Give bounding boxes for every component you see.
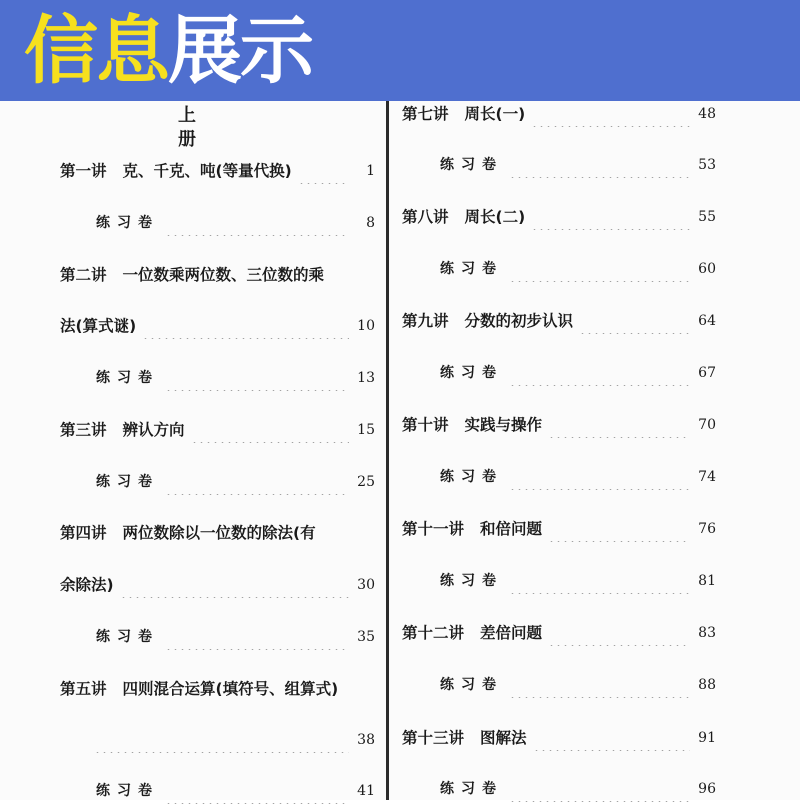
exercise-label: 练习卷 — [440, 677, 503, 693]
page-number: 91 — [698, 730, 716, 746]
toc-entry-exercise[interactable] — [440, 256, 716, 282]
exercise-label: 练习卷 — [440, 261, 503, 277]
page-number: 38 — [357, 732, 375, 748]
leader-dots — [548, 516, 690, 542]
lecture-title-continued: 法(算式谜) — [60, 317, 137, 335]
lecture-number: 第一讲 — [60, 162, 107, 180]
leader-dots — [509, 568, 690, 594]
exercise-label: 练习卷 — [96, 629, 159, 645]
banner-title-highlight: 信息 — [24, 8, 168, 94]
toc-entry-exercise[interactable] — [96, 624, 375, 650]
page-number: 55 — [698, 209, 716, 225]
exercise-label: 练习卷 — [440, 157, 503, 173]
page-number: 8 — [366, 215, 375, 231]
lecture-title: 辨认方向 — [122, 421, 185, 439]
banner-title-rest: 展示 — [168, 8, 312, 94]
banner-title — [24, 9, 312, 93]
leader-dots — [531, 101, 690, 127]
lecture-number: 第五讲 — [60, 680, 107, 698]
exercise-label: 练习卷 — [440, 365, 503, 381]
lecture-title: 差倍问题 — [480, 624, 543, 642]
exercise-label: 练习卷 — [96, 474, 159, 490]
page-number: 81 — [698, 573, 716, 589]
leader-dots — [165, 210, 349, 236]
toc-entry-exercise[interactable] — [96, 469, 375, 495]
page-number: 76 — [698, 521, 716, 537]
lecture-number: 第三讲 — [60, 421, 107, 439]
exercise-label: 练习卷 — [96, 370, 159, 386]
lecture-title: 和倍问题 — [480, 520, 543, 538]
leader-dots — [94, 727, 349, 753]
page-number: 41 — [357, 783, 375, 799]
leader-dots — [165, 624, 349, 650]
lecture-number: 第十三讲 — [402, 729, 465, 747]
volume-title-char-1: 上 — [178, 105, 198, 126]
toc-entry-lecture-3[interactable] — [60, 417, 375, 443]
leader-dots — [142, 313, 349, 339]
toc-entry-lecture-8[interactable] — [402, 204, 716, 230]
banner — [0, 0, 800, 102]
page-number: 53 — [698, 157, 716, 173]
volume-title-char-2: 册 — [178, 129, 198, 150]
toc-entry-exercise[interactable] — [440, 776, 716, 802]
lecture-title: 实践与操作 — [464, 416, 543, 434]
leader-dots — [533, 725, 690, 751]
page-number: 60 — [698, 261, 716, 277]
toc-entry-lecture-11[interactable] — [402, 516, 716, 542]
toc-entry-exercise[interactable] — [96, 365, 375, 391]
page-number: 70 — [698, 417, 716, 433]
leader-dots — [509, 360, 690, 386]
lecture-number: 第二讲 — [60, 266, 107, 284]
toc-entry-lecture-10[interactable] — [402, 412, 716, 438]
page-number: 30 — [357, 577, 375, 593]
lecture-title: 两位数除以一位数的除法(有 — [122, 524, 316, 542]
exercise-label: 练习卷 — [440, 469, 503, 485]
toc-entry-exercise[interactable] — [96, 210, 375, 236]
toc-entry-lecture-9[interactable] — [402, 308, 716, 334]
page-number: 74 — [698, 469, 716, 485]
lecture-title: 四则混合运算(填符号、组算式) — [122, 680, 339, 698]
lecture-number: 第七讲 — [402, 105, 449, 123]
exercise-label: 练习卷 — [96, 783, 159, 799]
toc-entry-exercise[interactable] — [440, 152, 716, 178]
lecture-title: 分数的初步认识 — [464, 312, 574, 330]
leader-dots — [165, 469, 349, 495]
toc-entry-exercise[interactable] — [440, 360, 716, 386]
leader-dots — [531, 204, 690, 230]
leader-dots — [191, 417, 349, 443]
exercise-label: 练习卷 — [96, 215, 159, 231]
toc-entry-lecture-1[interactable] — [60, 158, 375, 184]
page-number: 83 — [698, 625, 716, 641]
lecture-number: 第十二讲 — [402, 624, 465, 642]
page-number: 10 — [357, 318, 375, 334]
leader-dots — [509, 152, 690, 178]
page-number: 1 — [366, 163, 375, 179]
toc-entry-exercise[interactable] — [440, 464, 716, 490]
lecture-title: 周长(一) — [464, 105, 526, 123]
toc-entry-lecture-4[interactable] — [60, 520, 375, 546]
lecture-title: 克、千克、吨(等量代换) — [122, 162, 292, 180]
column-divider — [386, 101, 389, 800]
exercise-label: 练习卷 — [440, 573, 503, 589]
leader-dots — [548, 620, 690, 646]
leader-dots — [509, 672, 690, 698]
page-number: 15 — [357, 422, 375, 438]
lecture-number: 第十讲 — [402, 416, 449, 434]
toc-entry-exercise[interactable] — [440, 672, 716, 698]
leader-dots — [509, 464, 690, 490]
lecture-number: 第九讲 — [402, 312, 449, 330]
exercise-label: 练习卷 — [440, 781, 503, 797]
page-number: 13 — [357, 370, 375, 386]
lecture-number: 第十一讲 — [402, 520, 465, 538]
leader-dots — [298, 158, 349, 184]
volume-title — [178, 104, 258, 150]
toc-entry-lecture-2[interactable] — [60, 262, 375, 288]
page-number: 96 — [698, 781, 716, 797]
leader-dots — [548, 412, 690, 438]
page-number: 35 — [357, 629, 375, 645]
page-number: 88 — [698, 677, 716, 693]
leader-dots — [165, 778, 349, 804]
lecture-number: 第四讲 — [60, 524, 107, 542]
leader-dots — [509, 776, 690, 802]
page-number: 48 — [698, 106, 716, 122]
toc-entry-lecture-13[interactable] — [402, 725, 716, 751]
lecture-number: 第八讲 — [402, 208, 449, 226]
page-number: 67 — [698, 365, 716, 381]
toc-entry-continuation[interactable] — [88, 727, 375, 753]
toc-entry-lecture-7[interactable] — [402, 101, 716, 127]
leader-dots — [579, 308, 690, 334]
toc-entry-exercise[interactable] — [96, 778, 375, 804]
page-number: 64 — [698, 313, 716, 329]
toc-entry-lecture-12[interactable] — [402, 620, 716, 646]
toc-entry-continuation[interactable] — [60, 572, 375, 598]
lecture-title: 一位数乘两位数、三位数的乘 — [122, 266, 325, 284]
lecture-title-continued: 余除法) — [60, 576, 114, 594]
toc-entry-lecture-5[interactable] — [60, 676, 375, 702]
page-number: 25 — [357, 474, 375, 490]
lecture-title: 图解法 — [480, 729, 527, 747]
leader-dots — [165, 365, 349, 391]
toc-entry-continuation[interactable] — [60, 313, 375, 339]
leader-dots — [509, 256, 690, 282]
leader-dots — [120, 572, 349, 598]
toc-entry-exercise[interactable] — [440, 568, 716, 594]
lecture-title: 周长(二) — [464, 208, 526, 226]
